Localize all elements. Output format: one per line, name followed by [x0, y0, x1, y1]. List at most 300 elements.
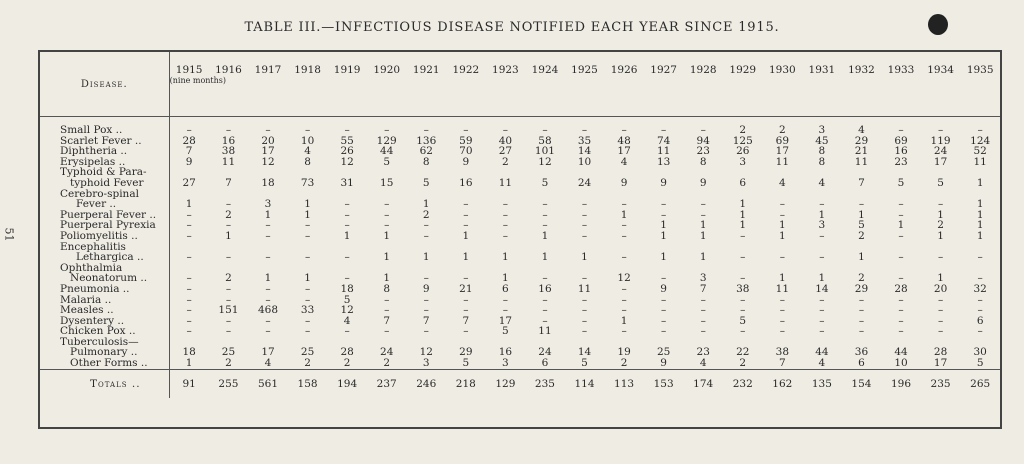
count-cell: –	[661, 124, 667, 136]
count-cell: –	[225, 251, 232, 264]
count-cell: –	[423, 219, 429, 232]
table-row	[40, 263, 1000, 274]
count-cell: 21	[854, 145, 869, 158]
count-cell: 20	[933, 282, 948, 295]
count-cell: –	[937, 293, 944, 306]
count-cell: 1	[383, 272, 391, 285]
count-cell: –	[304, 229, 311, 242]
count-cell: 18	[340, 282, 354, 295]
count-cell: –	[463, 219, 469, 232]
disease-name: Diphtheria ..	[40, 146, 169, 157]
table-row	[40, 125, 1000, 136]
count-cell: 1	[264, 208, 272, 221]
count-cell: –	[700, 304, 706, 317]
count-cell: 4	[264, 357, 272, 370]
total-cell: 255	[209, 369, 249, 398]
disease-name: Fever ..	[40, 199, 169, 210]
count-cell: –	[304, 124, 311, 136]
count-cell: 1	[937, 229, 944, 242]
disease-name: Measles ..	[40, 305, 169, 316]
count-cell: 9	[660, 357, 667, 370]
count-cell: 26	[340, 145, 354, 158]
count-cell: 38	[775, 346, 790, 359]
count-cell: –	[542, 272, 548, 285]
count-cell: –	[621, 251, 627, 264]
count-cell: 29	[459, 346, 473, 359]
count-cell: –	[423, 304, 429, 317]
table-row	[40, 220, 1000, 231]
count-cell: 4	[858, 124, 865, 136]
count-cell: –	[265, 293, 271, 306]
count-cell: 1	[937, 272, 944, 285]
count-cell: 151	[218, 304, 239, 317]
count-cell: –	[225, 198, 232, 211]
count-cell: –	[977, 124, 983, 136]
year-label: 1921	[412, 64, 440, 76]
disease-name: Cerebro-spinal	[40, 189, 169, 200]
disease-name: Dysentery ..	[40, 316, 169, 327]
table-row	[40, 326, 1000, 337]
count-cell: 1	[660, 219, 667, 232]
table-row	[40, 157, 1000, 168]
total-cell: 218	[446, 369, 486, 398]
table-row	[40, 210, 1000, 221]
count-cell: 124	[970, 134, 991, 147]
count-cell: –	[661, 272, 667, 285]
count-cell: 18	[182, 346, 196, 359]
count-cell: 28	[894, 282, 908, 295]
count-cell: 14	[577, 145, 592, 158]
count-cell: 70	[459, 145, 473, 158]
disease-name: Other Forms ..	[40, 358, 169, 369]
count-cell: –	[304, 251, 311, 264]
count-cell: –	[225, 282, 232, 295]
count-cell: 1	[185, 357, 193, 370]
count-cell: 2	[343, 357, 351, 370]
count-cell: 119	[930, 134, 951, 147]
count-cell: –	[225, 293, 232, 306]
count-cell: 4	[620, 155, 628, 168]
count-cell: –	[225, 325, 232, 338]
page-number: 51	[2, 227, 16, 242]
count-cell: –	[186, 282, 192, 295]
total-cell: 135	[802, 369, 842, 398]
count-cell: –	[186, 293, 192, 306]
count-cell: 59	[459, 134, 473, 147]
count-cell: –	[186, 219, 192, 232]
year-header	[367, 52, 407, 117]
count-cell: 9	[185, 155, 193, 168]
count-cell: 17	[617, 145, 631, 158]
count-cell: –	[542, 208, 548, 221]
table-row	[40, 358, 1000, 369]
count-cell: 1	[976, 229, 984, 242]
count-cell: –	[819, 198, 825, 211]
count-cell: –	[937, 124, 944, 136]
table-row	[40, 189, 1000, 200]
count-cell: 12	[340, 304, 354, 317]
count-cell: 1	[778, 219, 786, 232]
count-cell: 5	[897, 176, 905, 189]
count-cell: 1	[739, 208, 747, 221]
disease-name: Poliomyelitis ..	[40, 231, 169, 242]
year-label: 1915	[175, 64, 203, 76]
count-cell: 129	[376, 134, 397, 147]
year-header	[248, 52, 288, 117]
year-label: 1925	[571, 64, 598, 76]
year-header	[683, 52, 723, 117]
year-label: 1926	[610, 64, 638, 76]
count-cell: –	[621, 282, 627, 295]
count-cell: 11	[538, 325, 552, 338]
count-cell: 1	[778, 229, 786, 242]
count-cell: 45	[815, 134, 829, 147]
count-cell: 1	[383, 251, 391, 264]
disease-name: Scarlet Fever ..	[40, 136, 169, 147]
table-body	[40, 117, 1000, 398]
count-cell: 4	[778, 176, 786, 189]
count-cell: –	[463, 124, 469, 136]
count-cell: 23	[696, 145, 710, 158]
count-cell: –	[344, 219, 350, 232]
count-cell: –	[898, 208, 904, 221]
count-cell: –	[661, 208, 667, 221]
count-cell: 2	[422, 208, 430, 221]
count-cell: –	[819, 251, 825, 264]
disease-name: Small Pox ..	[40, 125, 169, 136]
count-cell: 3	[739, 155, 747, 168]
count-cell: –	[898, 124, 904, 136]
count-cell: 101	[534, 145, 555, 158]
count-cell: –	[423, 272, 429, 285]
count-cell: –	[502, 229, 509, 242]
count-cell: 3	[818, 124, 826, 136]
count-cell: 26	[736, 145, 750, 158]
count-cell: 29	[854, 282, 869, 295]
count-cell: 136	[416, 134, 437, 147]
count-cell: –	[423, 124, 429, 136]
total-cell: 174	[683, 369, 723, 398]
count-cell: 6	[541, 357, 549, 370]
count-cell: –	[502, 198, 509, 211]
count-cell: 1	[660, 229, 667, 242]
count-cell: –	[502, 293, 509, 306]
count-cell: 1	[304, 208, 311, 221]
count-cell: –	[779, 314, 785, 327]
count-cell: 1	[699, 251, 707, 264]
count-cell: 9	[660, 282, 667, 295]
count-cell: 6	[739, 176, 747, 189]
count-cell: –	[463, 325, 469, 338]
count-cell: 2	[858, 272, 865, 285]
count-cell: –	[423, 229, 429, 242]
count-cell: –	[819, 304, 825, 317]
count-cell: –	[384, 293, 390, 306]
count-cell: 1	[699, 219, 707, 232]
count-cell: 5	[383, 155, 391, 168]
year-header	[446, 52, 486, 117]
total-cell: 113	[604, 369, 644, 398]
table-row	[40, 284, 1000, 295]
count-cell: 5	[462, 357, 470, 370]
disease-name: Puerperal Pyrexia	[40, 220, 169, 231]
count-cell: 2	[937, 219, 944, 232]
count-cell: 7	[422, 314, 430, 327]
count-cell: 44	[380, 145, 394, 158]
count-cell: 1	[502, 251, 509, 264]
count-cell: –	[186, 272, 192, 285]
count-cell: –	[661, 304, 667, 317]
count-cell: 21	[459, 282, 473, 295]
disease-name: Pneumonia ..	[40, 284, 169, 295]
count-cell: –	[581, 272, 588, 285]
count-cell: –	[581, 208, 588, 221]
table-row	[40, 242, 1000, 253]
table-row	[40, 178, 1000, 189]
count-cell: –	[700, 124, 706, 136]
year-header	[604, 52, 644, 117]
count-cell: 16	[221, 134, 236, 147]
count-cell: 58	[538, 134, 552, 147]
total-cell: 158	[288, 369, 328, 398]
count-cell: 9	[660, 176, 667, 189]
count-cell: 1	[541, 251, 549, 264]
count-cell: 17	[775, 145, 790, 158]
count-cell: 1	[976, 219, 984, 232]
count-cell: 16	[894, 145, 908, 158]
count-cell: 1	[581, 251, 588, 264]
year-label: 1927	[650, 64, 677, 76]
count-cell: –	[700, 293, 706, 306]
count-cell: –	[265, 251, 271, 264]
count-cell: 1	[620, 314, 628, 327]
count-cell: 4	[343, 314, 351, 327]
count-cell: 1	[541, 229, 549, 242]
count-cell: –	[621, 198, 627, 211]
count-cell: 1	[422, 251, 430, 264]
count-cell: –	[621, 219, 627, 232]
count-cell: –	[186, 124, 192, 136]
year-header	[288, 52, 328, 117]
count-cell: 3	[818, 219, 826, 232]
count-cell: –	[384, 198, 390, 211]
count-cell: –	[344, 325, 350, 338]
count-cell: 27	[182, 176, 196, 189]
count-cell: 44	[815, 346, 829, 359]
count-cell: –	[463, 208, 469, 221]
count-cell: –	[779, 325, 785, 338]
count-cell: –	[502, 219, 509, 232]
count-cell: –	[937, 304, 944, 317]
ink-blot	[928, 14, 948, 35]
count-cell: –	[304, 282, 311, 295]
year-note: (nine months)	[169, 76, 227, 85]
count-cell: 1	[858, 251, 865, 264]
count-cell: 48	[617, 134, 631, 147]
count-cell: 2	[383, 357, 391, 370]
year-header	[565, 52, 605, 117]
count-cell: –	[581, 124, 588, 136]
count-cell: –	[937, 198, 944, 211]
count-cell: 17	[498, 314, 513, 327]
count-cell: –	[700, 314, 706, 327]
disease-name: Erysipelas ..	[40, 157, 169, 168]
count-cell: 10	[577, 155, 592, 168]
count-cell: 3	[502, 357, 509, 370]
table-title: TABLE III.—INFECTIOUS DISEASE NOTIFIED EACH YEAR SINCE 1915.	[244, 20, 780, 35]
count-cell: 8	[383, 282, 391, 295]
count-cell: 12	[617, 272, 631, 285]
count-cell: –	[186, 304, 192, 317]
year-label: 1918	[294, 64, 321, 76]
count-cell: 7	[462, 314, 470, 327]
count-cell: –	[265, 314, 271, 327]
count-cell: –	[621, 124, 627, 136]
count-cell: 28	[933, 346, 948, 359]
table-row	[40, 316, 1000, 327]
count-cell: 11	[656, 145, 671, 158]
count-cell: –	[858, 198, 865, 211]
count-cell: –	[304, 314, 311, 327]
count-cell: 8	[304, 155, 311, 168]
table-row	[40, 252, 1000, 263]
count-cell: –	[304, 325, 311, 338]
count-cell: 30	[973, 346, 987, 359]
count-cell: 1	[422, 198, 430, 211]
count-cell: 1	[818, 208, 826, 221]
year-label: 1932	[848, 64, 875, 76]
count-cell: 468	[257, 304, 279, 317]
year-header	[486, 52, 526, 117]
count-cell: –	[186, 325, 192, 338]
count-cell: –	[265, 282, 271, 295]
total-cell: 114	[565, 369, 605, 398]
count-cell: 8	[699, 155, 707, 168]
count-cell: –	[898, 251, 904, 264]
count-cell: –	[661, 314, 667, 327]
count-cell: –	[898, 314, 904, 327]
count-cell: 1	[897, 219, 905, 232]
disease-name: Encephalitis	[40, 242, 169, 253]
count-cell: 2	[225, 357, 232, 370]
total-cell: 246	[406, 369, 446, 398]
total-cell: 265	[960, 369, 1000, 398]
count-cell: 44	[894, 346, 908, 359]
count-cell: 1	[739, 219, 747, 232]
count-cell: –	[225, 219, 232, 232]
count-cell: 1	[304, 272, 311, 285]
count-cell: –	[819, 229, 825, 242]
year-header	[525, 52, 565, 117]
count-cell: 1	[976, 176, 984, 189]
count-cell: –	[858, 314, 865, 327]
count-cell: –	[977, 251, 983, 264]
count-cell: 10	[894, 357, 908, 370]
year-label: 1930	[768, 64, 796, 76]
count-cell: 17	[261, 346, 275, 359]
count-cell: –	[740, 325, 746, 338]
count-cell: 9	[422, 282, 430, 295]
count-cell: 1	[818, 272, 826, 285]
count-cell: 36	[854, 346, 869, 359]
total-cell: 232	[723, 369, 763, 398]
year-header	[644, 52, 684, 117]
count-cell: 2	[225, 272, 232, 285]
count-cell: –	[779, 198, 785, 211]
count-cell: –	[621, 325, 627, 338]
count-cell: –	[502, 208, 509, 221]
count-cell: –	[265, 124, 271, 136]
count-cell: –	[898, 325, 904, 338]
count-cell: –	[542, 293, 548, 306]
count-cell: –	[463, 198, 469, 211]
year-label: 1931	[808, 64, 836, 76]
spacer-row	[40, 117, 1000, 126]
count-cell: 28	[340, 346, 354, 359]
count-cell: 5	[858, 219, 865, 232]
count-cell: –	[581, 304, 588, 317]
header-row	[40, 52, 1000, 117]
count-cell: 1	[462, 251, 470, 264]
count-cell: 1	[462, 229, 470, 242]
total-cell: 196	[881, 369, 921, 398]
count-cell: 12	[419, 346, 433, 359]
count-cell: 10	[300, 134, 315, 147]
count-cell: 25	[656, 346, 671, 359]
disease-name: typhoid Fever	[40, 178, 169, 189]
count-cell: –	[898, 198, 904, 211]
count-cell: –	[344, 208, 350, 221]
count-cell: 69	[894, 134, 908, 147]
count-cell: –	[819, 325, 825, 338]
count-cell: 11	[973, 155, 987, 168]
count-cell: –	[463, 304, 469, 317]
year-header	[327, 52, 367, 117]
total-cell: 561	[248, 369, 288, 398]
count-cell: 19	[617, 346, 631, 359]
count-cell: 7	[699, 282, 707, 295]
count-cell: –	[186, 229, 192, 242]
year-header	[406, 52, 446, 117]
count-cell: –	[898, 229, 904, 242]
count-cell: –	[858, 325, 865, 338]
count-cell: 31	[340, 176, 354, 189]
disease-name: Ophthalmia	[40, 263, 169, 274]
count-cell: 55	[340, 134, 354, 147]
count-cell: –	[542, 314, 548, 327]
count-cell: 7	[858, 176, 865, 189]
count-cell: 1	[343, 229, 351, 242]
count-cell: 1	[778, 272, 786, 285]
count-cell: 5	[937, 176, 944, 189]
year-label: 1923	[492, 64, 519, 76]
disease-column-header: Disease.	[40, 52, 169, 117]
count-cell: 24	[933, 145, 948, 158]
count-cell: 9	[699, 176, 707, 189]
total-cell: 162	[763, 369, 803, 398]
count-cell: 74	[656, 134, 671, 147]
count-cell: 1	[304, 198, 311, 211]
count-cell: 5	[502, 325, 509, 338]
count-cell: 17	[933, 357, 948, 370]
count-cell: 27	[498, 145, 513, 158]
count-cell: –	[542, 124, 548, 136]
count-cell: 14	[577, 346, 592, 359]
count-cell: –	[621, 293, 627, 306]
count-cell: 38	[736, 282, 750, 295]
count-cell: 62	[419, 145, 433, 158]
count-cell: 11	[775, 155, 790, 168]
